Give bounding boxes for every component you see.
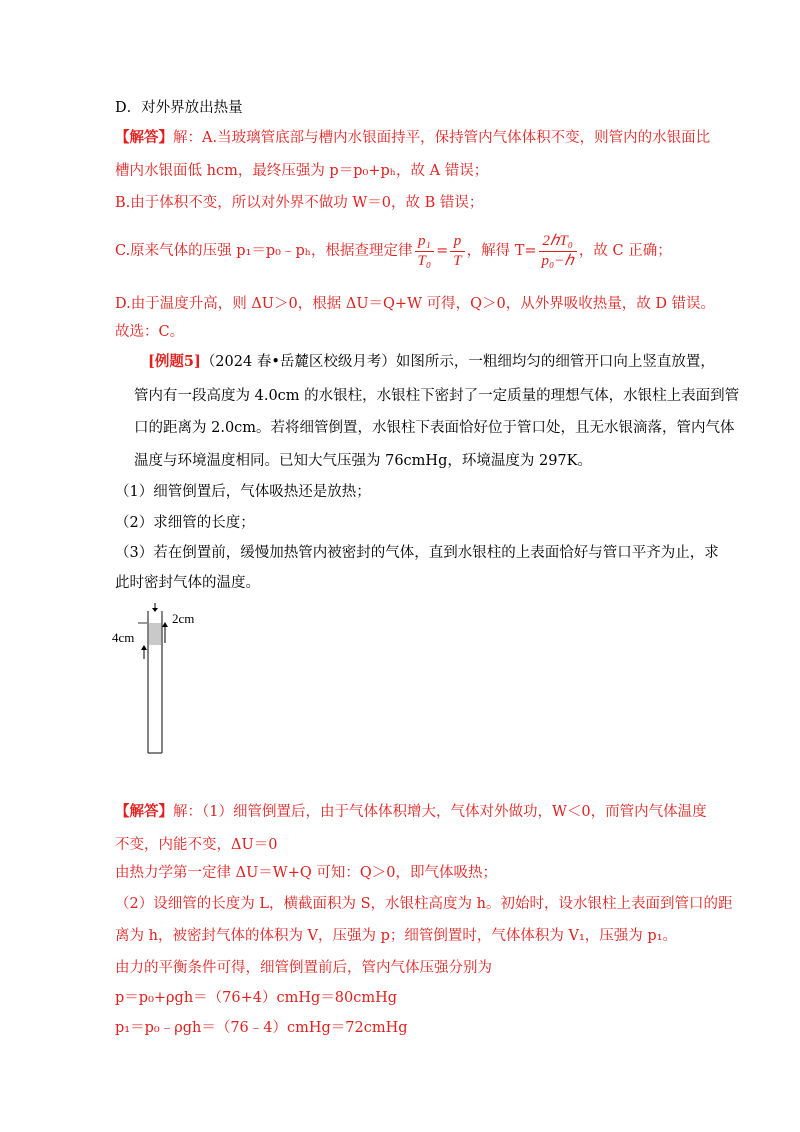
fraction-denominator: T (453, 252, 462, 269)
answer2-line-6: 由力的平衡条件可得，细管倒置前后，管内气体压强分别为 (115, 960, 492, 976)
fraction-numerator: p (450, 232, 464, 252)
answer2-line-1 (115, 802, 707, 822)
answer-line-3: B.由于体积不变，所以对外界不做功 W＝0，故 B 错误； (115, 195, 484, 211)
fraction-denominator: p₀−ℎ (541, 252, 574, 269)
example-line-2: 管内有一段高度为 4.0cm 的水银柱，水银柱下密封了一定质量的理想气体，水银柱上表面到管 (134, 388, 740, 404)
example-text-1: （2024 春•岳麓区校级月考）如图所示，一粗细均匀的细管开口向上竖直放置， (200, 354, 715, 370)
question-3: （3）若在倒置前，缓慢加热管内被密封的气体，直到水银柱的上表面恰好与管口平齐为止，求 (115, 545, 719, 561)
answer-line-1 (115, 128, 710, 148)
answer-line-4 (115, 230, 672, 272)
equals-sign: = (436, 243, 449, 259)
answer-tag: 【解答】 (115, 129, 173, 146)
gap-arrow-head (162, 622, 168, 627)
mercury-column (149, 623, 162, 645)
label-2cm: 2cm (172, 611, 195, 626)
answer-line-5: D.由于温度升高，则 ΔU＞0，根据 ΔU＝Q+W 可得，Q＞0，从外界吸收热量，故 D 错误。 (115, 296, 716, 312)
example-line-4: 温度与环境温度相同。已知大气压强为 76cmHg，环境温度为 297K。 (134, 453, 592, 469)
answer2-line-2: 不变，内能不变，ΔU＝0 (115, 837, 278, 853)
answer2-text-1: 解：（1）细管倒置后，由于气体体积增大，气体对外做功，W＜0，而管内气体温度 (173, 804, 707, 820)
top-arrow-head (152, 608, 158, 612)
choose-line: 故选：C。 (115, 324, 185, 340)
option-d: D．对外界放出热量 (115, 100, 243, 116)
answer-text-1: 解：A.当玻璃管底部与槽内水银面持平，保持管内气体体积不变，则管内的水银面比 (173, 130, 711, 146)
answer2-line-7: p＝p₀+ρgh＝（76+4）cmHg＝80cmHg (115, 990, 398, 1006)
question-1: （1）细管倒置后，气体吸热还是放热； (115, 484, 371, 500)
example-tag: [例题5] (148, 353, 201, 370)
fraction-numerator: 2ℎT₀ (539, 232, 577, 252)
answer-text-4b: ，解得 T= (466, 243, 537, 259)
answer-line-2: 槽内水银面低 hcm，最终压强为 p＝p₀+pₕ，故 A 错误； (115, 163, 489, 179)
answer2-line-8: p₁＝p₀﹣ρgh＝（76﹣4）cmHg＝72cmHg (115, 1020, 408, 1036)
column-arrow-head (141, 645, 147, 650)
example-line-1 (148, 352, 715, 372)
answer2-tag: 【解答】 (115, 803, 173, 820)
fraction-p1-t0 (415, 232, 435, 271)
answer2-line-4: （2）设细管的长度为 L，横截面积为 S，水银柱高度为 h。初始时，设水银柱上表面到管口的距 (115, 896, 733, 912)
answer2-line-5: 离为 h，被密封气体的体积为 V，压强为 p；细管倒置时，气体体积为 V₁，压强为 p₁。 (115, 928, 678, 944)
label-4cm: 4cm (112, 630, 135, 645)
example-line-3: 口的距离为 2.0cm。若将细管倒置，水银柱下表面恰好位于管口处，且无水银滴落，管内气体 (134, 420, 735, 436)
fraction-result (539, 232, 577, 271)
fraction-p-t (450, 232, 464, 271)
answer-text-4c: ，故 C 正确； (578, 243, 672, 259)
answer2-line-3: 由热力学第一定律 ΔU＝W+Q 可知：Q＞0，即气体吸热； (115, 865, 497, 881)
fraction-denominator: T₀ (417, 252, 432, 269)
tube-figure (110, 603, 230, 763)
question-2: （2）求细管的长度； (115, 515, 255, 531)
question-3-cont: 此时密封气体的温度。 (115, 575, 260, 591)
answer-text-4a: C.原来气体的压强 p₁＝p₀﹣pₕ，根据查理定律 (115, 243, 413, 259)
fraction-numerator: p₁ (415, 232, 435, 252)
